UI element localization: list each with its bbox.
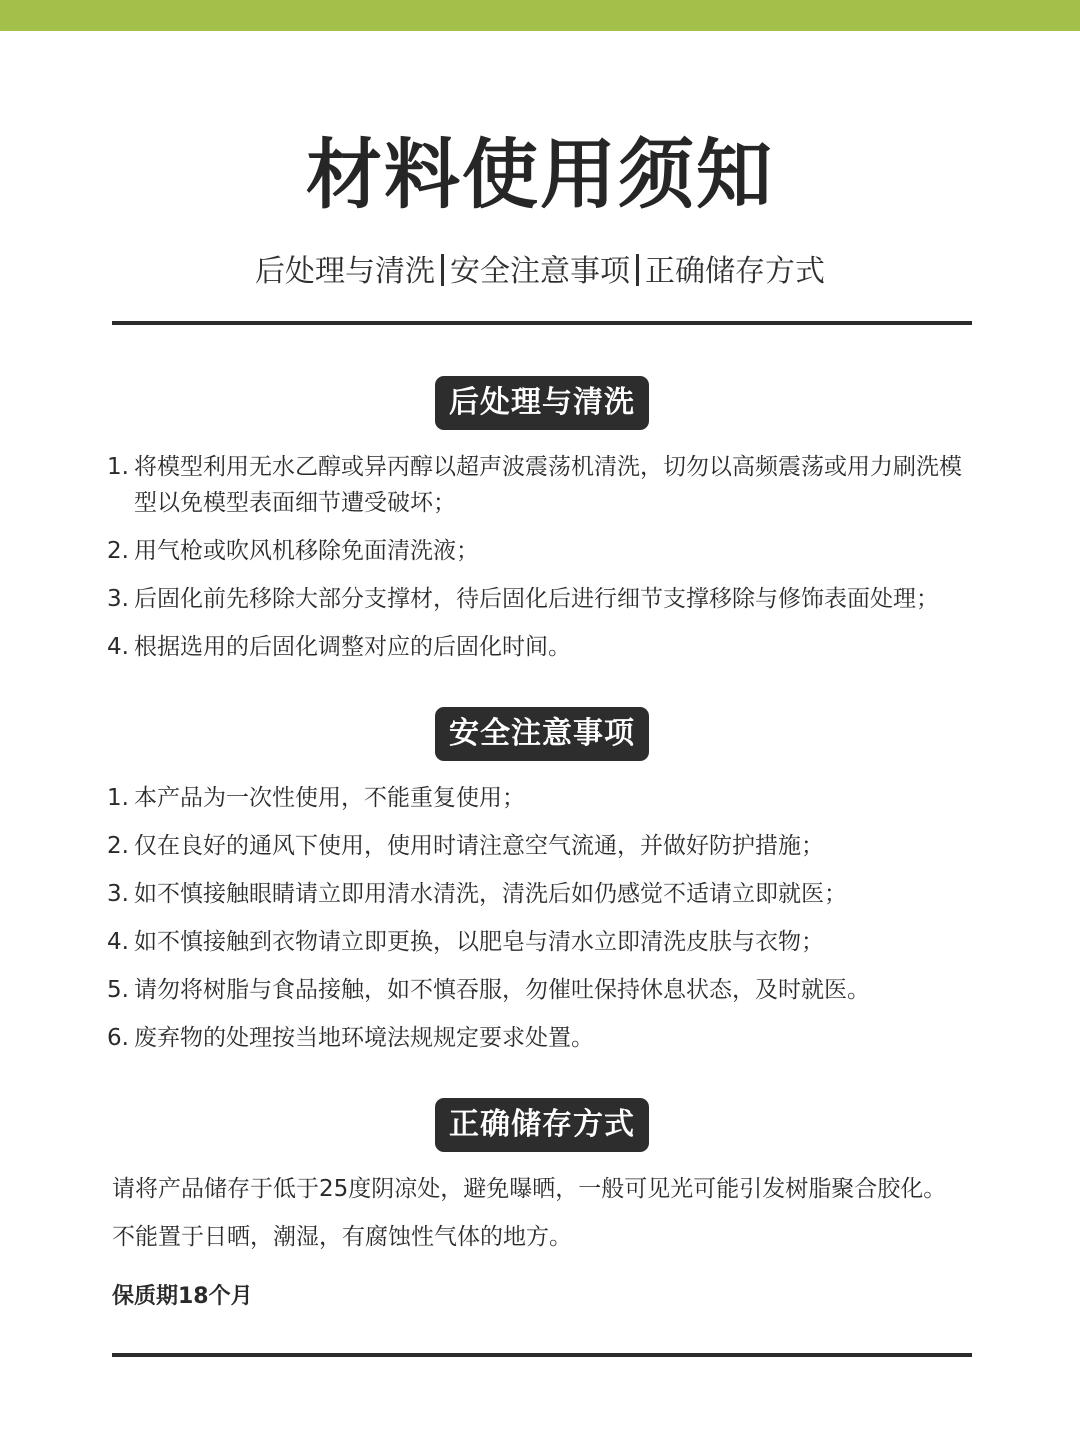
- subtitle-item-cleaning: 后处理与清洗: [255, 254, 435, 289]
- list-item-number: 4.: [107, 634, 129, 660]
- list-item: [107, 828, 977, 864]
- list-item: [107, 533, 977, 569]
- bottom-divider: [112, 1353, 972, 1357]
- list-item: [107, 924, 977, 960]
- subtitle-item-storage: 正确储存方式: [645, 254, 825, 289]
- list-item-number: 1.: [107, 785, 129, 811]
- list-item: [107, 629, 977, 665]
- list-item: [107, 876, 977, 912]
- list-item-number: 4.: [107, 929, 129, 955]
- section-heading-cleaning: 后处理与清洗: [435, 376, 649, 430]
- list-item: [107, 449, 977, 521]
- list-item-number: 2.: [107, 538, 129, 564]
- list-item-number: 5.: [107, 977, 129, 1003]
- list-item-text: 请勿将树脂与食品接触，如不慎吞服，勿催吐保持休息状态，及时就医。: [134, 977, 870, 1003]
- subtitle: [0, 250, 1080, 294]
- safety-list: [107, 780, 977, 1068]
- list-item: [107, 972, 977, 1008]
- list-item-number: 6.: [107, 1025, 129, 1051]
- subtitle-item-safety: 安全注意事项: [450, 254, 630, 289]
- list-item-text: 如不慎接触到衣物请立即更换，以肥皂与清水立即清洗皮肤与衣物；: [134, 929, 824, 955]
- list-item-text: 用气枪或吹风机移除免面清洗液；: [134, 538, 479, 564]
- list-item-number: 3.: [107, 881, 129, 907]
- list-item-number: 3.: [107, 586, 129, 612]
- top-divider: [112, 321, 972, 325]
- cleaning-list: [107, 449, 977, 677]
- list-item: [107, 581, 977, 617]
- subtitle-divider: [441, 254, 444, 286]
- list-item-text: 本产品为一次性使用，不能重复使用；: [134, 785, 525, 811]
- accent-top-bar: [0, 0, 1080, 31]
- storage-paragraph: 不能置于日晒，潮湿，有腐蚀性气体的地方。: [112, 1224, 572, 1250]
- list-item: [107, 1020, 977, 1056]
- section-heading-storage: 正确储存方式: [435, 1098, 649, 1152]
- list-item-text: 后固化前先移除大部分支撑材，待后固化后进行细节支撑移除与修饰表面处理；: [134, 586, 939, 612]
- section-heading-safety: 安全注意事项: [435, 707, 649, 761]
- list-item-number: 2.: [107, 833, 129, 859]
- list-item-number: 1.: [107, 454, 129, 480]
- list-item-text: 如不慎接触眼睛请立即用清水清洗，清洗后如仍感觉不适请立即就医；: [134, 881, 847, 907]
- list-item: [107, 780, 977, 816]
- list-item-text: 根据选用的后固化调整对应的后固化时间。: [134, 634, 571, 660]
- storage-paragraph: 请将产品储存于低于25度阴凉处，避免曝晒，一般可见光可能引发树脂聚合胶化。: [112, 1176, 947, 1202]
- list-item-text: 废弃物的处理按当地环境法规规定要求处置。: [134, 1025, 594, 1051]
- page-title: 材料使用须知: [306, 130, 774, 219]
- list-item-text: 将模型利用无水乙醇或异丙醇以超声波震荡机清洗，切勿以高频震荡或用力刷洗模型以免模型表面细节遭受破坏；: [134, 454, 962, 516]
- shelf-life-note: 保质期18个月: [112, 1284, 253, 1309]
- subtitle-divider: [636, 254, 639, 286]
- list-item-text: 仅在良好的通风下使用，使用时请注意空气流通，并做好防护措施；: [134, 833, 824, 859]
